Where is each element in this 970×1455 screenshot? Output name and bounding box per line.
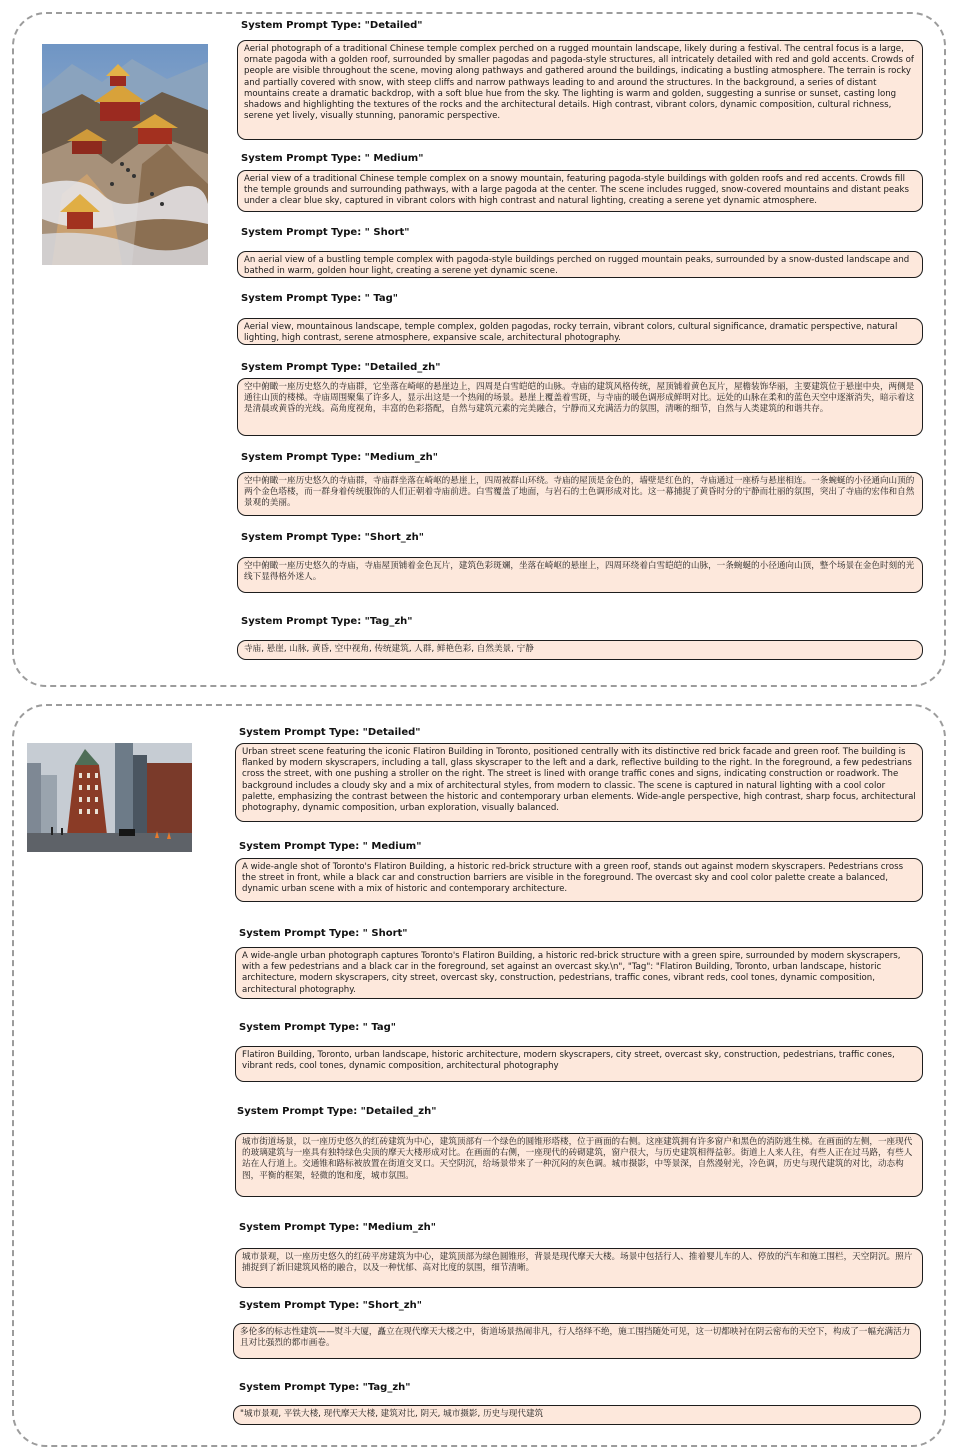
prompt-text-box: 寺庙, 悬崖, 山脉, 黄昏, 空中视角, 传统建筑, 人群, 鲜艳色彩, 自然美景, 宁静 (237, 640, 923, 660)
section-heading: System Prompt Type: "Detailed" (241, 20, 423, 31)
flatiron-photo (27, 743, 192, 852)
section-heading: System Prompt Type: "Short_zh" (239, 1300, 422, 1311)
section-heading: System Prompt Type: " Medium" (239, 841, 422, 852)
prompt-text-box: A wide-angle shot of Toronto's Flatiron Building, a historic red-brick structure with a green roof, stands out against modern skyscrapers. Pedestrians cross the street in front, while a black car and construction barriers are visible in the foreground. The overcast sky and cool color palette create a balanced, dynamic urban scene with a mix of historic and contemporary architecture. (235, 858, 923, 902)
prompt-text-box: Urban street scene featuring the iconic Flatiron Building in Toronto, positioned centrally with its distinctive red brick facade and green roof. The building is flanked by modern skyscrapers, including a tall, glass skyscraper to the left and a dark, reflective building to the right. In the foreground, a few pedestrians cross the street, with one pushing a stroller on the right. The street is lined with orange traffic cones and signs, indicating construction or roadwork. The background includes a cloudy sky and a mix of architectural styles, from modern to classic. The scene is captured in natural lighting with a cool color palette, emphasizing the contrast between the historic and contemporary urban elements. Wide-angle perspective, high contrast, sharp focus, architectural photography, dynamic composition, urban exploration, visually balanced. (235, 743, 923, 822)
prompt-text-box: Aerial view, mountainous landscape, temple complex, golden pagodas, rocky terrain, vibrant colors, cultural significance, dramatic perspective, natural lighting, high contrast, serene atmosphere, expansive scale, architectural photography. (237, 318, 923, 345)
section-heading: System Prompt Type: "Detailed_zh" (237, 1106, 437, 1117)
temple-photo (42, 44, 208, 265)
section-heading: System Prompt Type: "Medium_zh" (239, 1222, 436, 1233)
prompt-text-box: Flatiron Building, Toronto, urban landscape, historic architecture, modern skyscrapers, city street, overcast sky, construction, pedestrians, traffic cones, vibrant reds, cool tones, dynamic composition, architectural photography (235, 1046, 923, 1082)
prompt-text-box: A wide-angle urban photograph captures Toronto's Flatiron Building, a historic red-brick structure with a green spire, surrounded by modern skyscrapers, with a few pedestrians and a black car in the foreground, set against an overcast sky.\n", "Tag": "Flatiron Building, Toronto, urban landscape, historic architecture, modern skyscrapers, city street, overcast sky, construction, pedestrians, traffic cones, vibrant reds, cool tones, dynamic composition, architectural photography. (235, 947, 923, 999)
section-heading: System Prompt Type: " Short" (239, 928, 408, 939)
prompt-text-box: An aerial view of a bustling temple complex with pagoda-style buildings perched on rugged mountain peaks, surrounded by a snow-dusted landscape and bathed in warm, golden hour light, creating a serene yet dynamic scene. (237, 251, 923, 278)
section-heading: System Prompt Type: " Medium" (241, 153, 424, 164)
section-heading: System Prompt Type: "Detailed" (239, 727, 421, 738)
prompt-text-box: 城市景观，以一座历史悠久的红砖平房建筑为中心，建筑顶部为绿色圆锥形，背景是现代摩天大楼。场景中包括行人、推着婴儿车的人、停放的汽车和施工围栏，天空阴沉。照片捕捉到了新旧建筑风格的融合，以及一种忧郁、高对比度的氛围，细节清晰。 (235, 1248, 923, 1288)
prompt-text-box: 多伦多的标志性建筑——熨斗大厦，矗立在现代摩天大楼之中，街道场景热闹非凡，行人络绎不绝，施工围挡随处可见，这一切都映衬在阴云密布的天空下，构成了一幅充满活力且对比强烈的都市画卷。 (233, 1323, 921, 1359)
prompt-text-box: 空中俯瞰一座历史悠久的寺庙群，它坐落在崎岖的悬崖边上，四周是白雪皑皑的山脉。寺庙的建筑风格传统，屋顶铺着黄色瓦片，屋檐装饰华丽，主要建筑位于悬崖中央，两侧是通往山顶的楼梯。寺庙周围聚集了许多人，显示出这是一个热闹的场景。悬崖上覆盖着雪斑，与寺庙的暖色调形成鲜明对比。远处的山脉在柔和的蓝色天空中逐渐消失，暗示着这是清晨或黄昏的光线。高角度视角，丰富的色彩搭配，自然与建筑元素的完美融合，宁静而又充满活力的氛围，清晰的细节，自然与人类建筑的和谐共存。 (237, 378, 923, 436)
section-heading: System Prompt Type: "Medium_zh" (241, 452, 438, 463)
section-heading: System Prompt Type: " Short" (241, 227, 410, 238)
section-heading: System Prompt Type: "Detailed_zh" (241, 362, 441, 373)
section-heading: System Prompt Type: "Tag_zh" (239, 1382, 411, 1393)
prompt-text-box: "城市景观, 平铁大楼, 现代摩天大楼, 建筑对比, 阴天, 城市摄影, 历史与现代建筑 (233, 1405, 921, 1425)
section-heading: System Prompt Type: " Tag" (241, 293, 399, 304)
prompt-text-box: 空中俯瞰一座历史悠久的寺庙群，寺庙群坐落在崎岖的悬崖上，四周被群山环绕。寺庙的屋顶是金色的，墙壁是红色的，寺庙通过一座桥与悬崖相连。一条蜿蜒的小径通向山顶的两个金色塔楼，而一群身着传统服饰的人们正朝着寺庙前进。白雪覆盖了地面，与岩石的土色调形成对比。这一幕捕捉了黄昏时分的宁静而壮丽的氛围，突出了寺庙的宏伟和自然景观的美丽。 (237, 472, 923, 516)
section-heading: System Prompt Type: "Tag_zh" (241, 616, 413, 627)
prompt-text-box: 城市街道场景，以一座历史悠久的红砖建筑为中心，建筑顶部有一个绿色的圆锥形塔楼，位于画面的右侧。这座建筑拥有许多窗户和黑色的消防逃生梯。在画面的左侧，一座现代的玻璃建筑与一座具有独特绿色尖顶的摩天大楼形成对比。在画面的右侧，一座现代的砖砌建筑，窗户很大，与历史建筑相得益彰。街道上人来人往，有些人正在过马路，有些人站在人行道上。交通锥和路标被放置在街道交叉口。天空阴沉，给场景带来了一种沉闷的灰色调。城市摄影，中等景深，自然漫射光，冷色调，历史与现代建筑的对比，动态构图，平衡的框架，轻微的饱和度，城市氛围。 (235, 1133, 923, 1197)
prompt-text-box: Aerial photograph of a traditional Chinese temple complex perched on a rugged mountain landscape, likely during a festival. The central focus is a large, ornate pagoda with a golden roof, surrounded by smaller pagodas and pagoda-style structures, all intricately detailed with red and gold accents. Crowds of people are visible throughout the scene, moving along pathways and gathered around the buildings, indicating a bustling atmosphere. The terrain is rocky and partially covered with snow, with steep cliffs and narrow pathways leading to and around the structures. In the background, a series of distant mountains create a dramatic backdrop, with a soft blue hue from the sky. The lighting is warm and golden, suggesting a sunrise or sunset, casting long shadows and highlighting the textures of the rocks and the architectural details. High contrast, vibrant colors, dynamic composition, cultural richness, serene yet lively, visually stunning, panoramic perspective. (237, 40, 923, 140)
prompt-text-box: Aerial view of a traditional Chinese temple complex on a snowy mountain, featuring pagoda-style buildings with golden roofs and red accents. Crowds fill the temple grounds and surrounding pathways, with a large pagoda at the center. The scene includes rugged, snow-covered mountains and distant peaks under a clear blue sky, captured in vibrant colors with high contrast and natural lighting, creating a serene yet dynamic atmosphere. (237, 170, 923, 212)
prompt-text-box: 空中俯瞰一座历史悠久的寺庙，寺庙屋顶铺着金色瓦片，建筑色彩斑斓，坐落在崎岖的悬崖上，四周环绕着白雪皑皑的山脉，一条蜿蜒的小径通向山顶，整个场景在金色时刻的光线下显得格外迷人。 (237, 557, 923, 593)
section-heading: System Prompt Type: "Short_zh" (241, 532, 424, 543)
section-heading: System Prompt Type: " Tag" (239, 1022, 397, 1033)
